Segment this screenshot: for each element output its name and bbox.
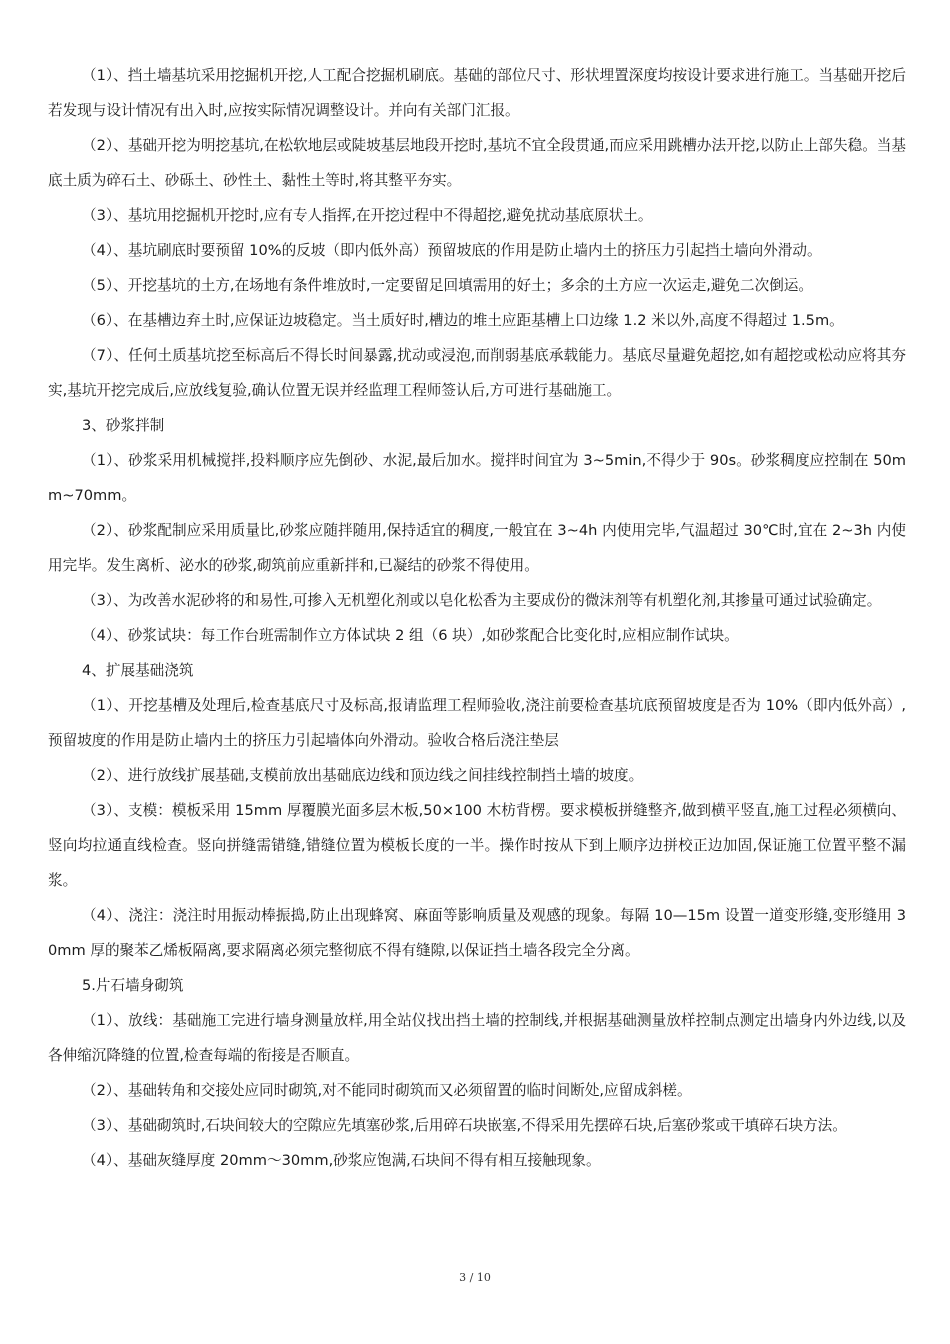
paragraph: （3）、支模：模板采用 15mm 厚覆膜光面多层木板,50×100 木枋背楞。要求模板拼缝整齐,做到横平竖直,施工过程必须横向、竖向均拉通直线检查。竖向拼缝需错缝,错缝位置为模板长度的一半。操作时按从下到上顺序边拼校正边加固,保证施工位置平整不漏浆。 [48,802,906,889]
paragraph: （5）、开挖基坑的土方,在场地有条件堆放时,一定要留足回填需用的好土；多余的土方应一次运走,避免二次倒运。 [82,277,813,294]
paragraph: （1）、开挖基槽及处理后,检查基底尺寸及标高,报请监理工程师验收,浇注前要检查基坑底预留坡度是否为 10%（即内低外高）,预留坡度的作用是防止墙内土的挤压力引起墙体向外滑动。验收合格后浇注垫层 [48,697,906,749]
page-number: 3 / 10 [459,1271,491,1284]
paragraph: （3）、基础砌筑时,石块间较大的空隙应先填塞砂浆,后用碎石块嵌塞,不得采用先摆碎石块,后塞砂浆或干填碎石块方法。 [82,1117,847,1134]
paragraph: （3）、为改善水泥砂将的和易性,可掺入无机塑化剂或以皂化松香为主要成份的微沫剂等有机塑化剂,其掺量可通过试验确定。 [82,592,882,609]
section-heading: 4、扩展基础浇筑 [82,662,194,679]
paragraph: （3）、基坑用挖掘机开挖时,应有专人指挥,在开挖过程中不得超挖,避免扰动基底原状土。 [82,207,653,224]
paragraph: （2）、砂浆配制应采用质量比,砂浆应随拌随用,保持适宜的稠度,一般宜在 3~4h 内使用完毕,气温超过 30℃时,宜在 2~3h 内使用完毕。发生离析、泌水的砂浆,砌筑前应重新拌和,已凝结的砂浆不得使用。 [48,522,906,574]
paragraph: （2）、进行放线扩展基础,支模前放出基础底边线和顶边线之间挂线控制挡土墙的坡度。 [82,767,644,784]
paragraph: （2）、基础开挖为明挖基坑,在松软地层或陡坡基层地段开挖时,基坑不宜全段贯通,而应采用跳槽办法开挖,以防止上部失稳。当基底土质为碎石土、砂砾土、砂性土、黏性土等时,将其整平夯实。 [48,137,906,189]
paragraph: （1）、砂浆采用机械搅拌,投料顺序应先倒砂、水泥,最后加水。搅拌时间宜为 3~5min,不得少于 90s。砂浆稠度应控制在 50mm~70mm。 [48,452,906,504]
paragraph: （4）、基坑刷底时要预留 10%的反坡（即内低外高）预留坡底的作用是防止墙内土的挤压力引起挡土墙向外滑动。 [82,242,822,259]
paragraph: （4）、浇注：浇注时用振动棒振捣,防止出现蜂窝、麻面等影响质量及观感的现象。每隔 10—15m 设置一道变形缝,变形缝用 30mm 厚的聚苯乙烯板隔离,要求隔离必须完整彻底不得有缝隙,以保证挡土墙各段完全分离。 [48,907,906,959]
section-heading: 3、砂浆拌制 [82,417,165,434]
paragraph: （7）、任何土质基坑挖至标高后不得长时间暴露,扰动或浸泡,而削弱基底承载能力。基底尽量避免超挖,如有超挖或松动应将其夯实,基坑开挖完成后,应放线复验,确认位置无误并经监理工程师签认后,方可进行基础施工。 [48,347,906,399]
paragraph: （4）、基础灰缝厚度 20mm～30mm,砂浆应饱满,石块间不得有相互接触现象。 [82,1152,601,1169]
paragraph: （6）、在基槽边弃土时,应保证边坡稳定。当土质好时,槽边的堆土应距基槽上口边缘 1.2 米以外,高度不得超过 1.5m。 [82,312,844,329]
paragraph: （4）、砂浆试块：每工作台班需制作立方体试块 2 组（6 块）,如砂浆配合比变化时,应相应制作试块。 [82,627,739,644]
paragraph: （2）、基础转角和交接处应同时砌筑,对不能同时砌筑而又必须留置的临时间断处,应留成斜槎。 [82,1082,692,1099]
document-body [48,58,906,1178]
paragraph: （1）、放线：基础施工完进行墙身测量放样,用全站仪找出挡土墙的控制线,并根据基础测量放样控制点测定出墙身内外边线,以及各伸缩沉降缝的位置,检查每端的衔接是否顺直。 [48,1012,906,1064]
paragraph: （1）、挡土墙基坑采用挖掘机开挖,人工配合挖掘机刷底。基础的部位尺寸、形状埋置深度均按设计要求进行施工。当基础开挖后若发现与设计情况有出入时,应按实际情况调整设计。并向有关部门汇报。 [48,67,906,119]
section-heading: 5.片石墙身砌筑 [82,977,184,994]
